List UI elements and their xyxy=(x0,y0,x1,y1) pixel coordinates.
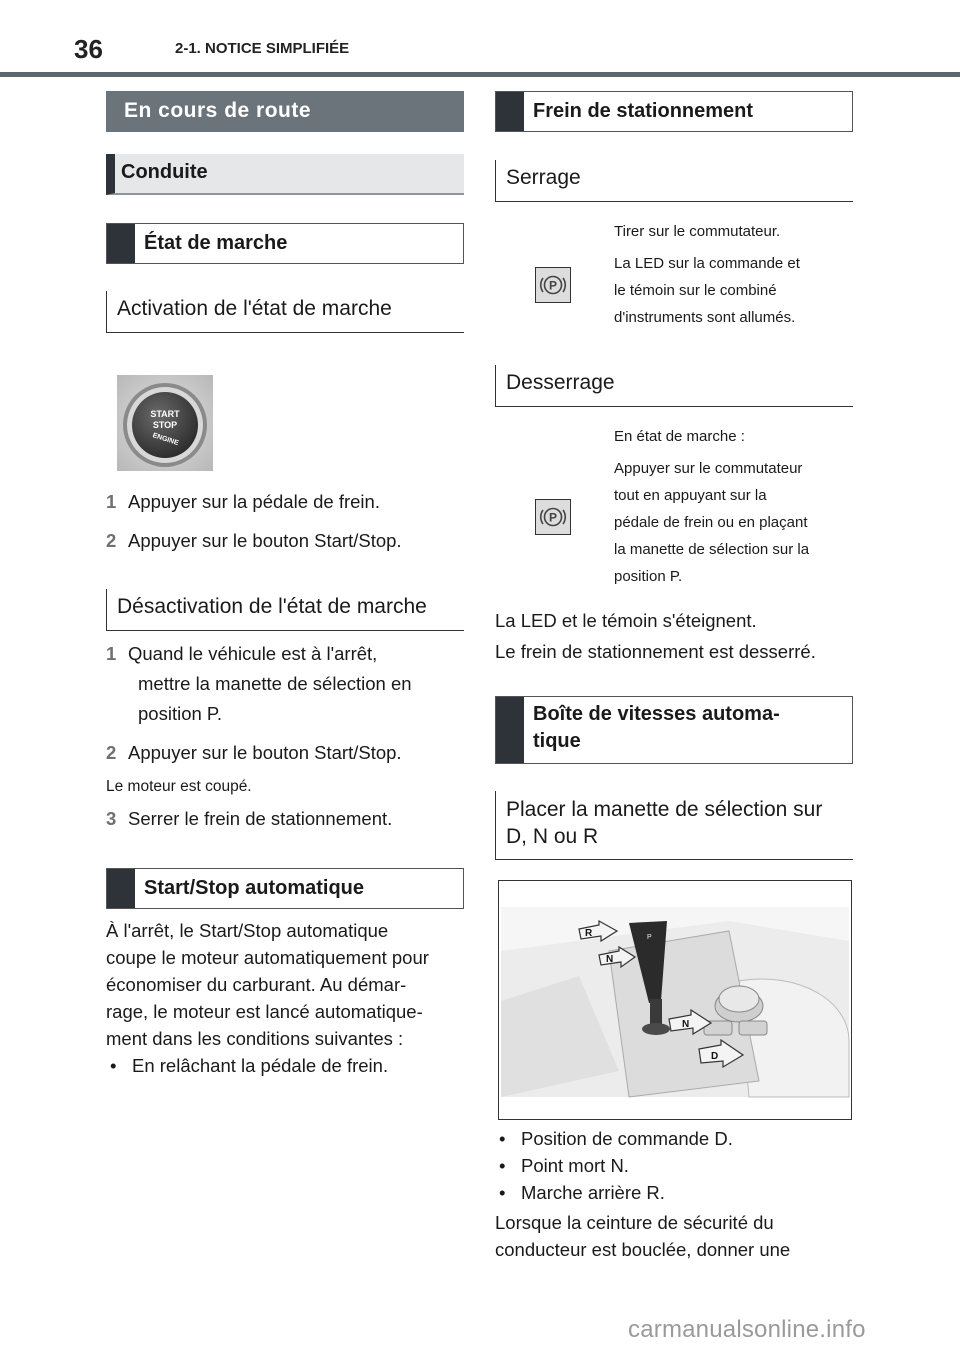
desactivation-step-2: 2 Appuyer sur le bouton Start/Stop. xyxy=(106,742,402,763)
start-stop-bullet: • En relâchant la pédale de frein. xyxy=(106,1052,466,1079)
start-stop-icon xyxy=(117,375,213,471)
svg-text:N: N xyxy=(682,1019,690,1030)
section-title: En cours de route xyxy=(106,91,464,132)
desactivation-step-1: 1 Quand le véhicule est à l'arrêt, mettre la manette de sélection en position P. xyxy=(106,643,412,724)
svg-text:STOP: STOP xyxy=(152,420,178,430)
parking-brake-release-icon xyxy=(535,499,571,535)
svg-text:N: N xyxy=(606,954,614,965)
subsection-desserrage: Desserrage xyxy=(495,365,853,407)
subsection-serrage: Serrage xyxy=(495,160,853,202)
page-number: 36 xyxy=(74,34,103,64)
topic-title: État de marche xyxy=(144,232,288,254)
start-stop-description: À l'arrêt, le Start/Stop automatique coupe le moteur automatiquement pour économiser du carburant. Au démar- rage, le moteur est lancé automatique- ment dans les conditions suivantes : • En relâchant la pédale de frein. xyxy=(106,917,466,1079)
list-item: • Marche arrière R. xyxy=(495,1179,733,1206)
right-topic-title: Frein de stationnement xyxy=(533,100,754,122)
topic-start-stop-auto xyxy=(106,868,464,909)
watermark: carmanualsonline.info xyxy=(628,1316,866,1343)
parking-brake-icon xyxy=(535,267,571,303)
svg-text:ENGINE: ENGINE xyxy=(151,432,180,448)
svg-text:R: R xyxy=(585,928,593,939)
desserrage-text: En état de marche : Appuyer sur le commutateur tout en appuyant sur la pédale de frein ou en plaçant la manette de sélection sur la position P. xyxy=(614,428,810,585)
subsection-desactivation: Désactivation de l'état de marche xyxy=(106,589,464,631)
gear-positions-list xyxy=(495,1125,733,1206)
start-stop-button-image xyxy=(117,375,213,471)
activation-step-1: 1 Appuyer sur la pédale de frein. xyxy=(106,491,380,512)
svg-text:P: P xyxy=(647,934,652,941)
group-title: Conduite xyxy=(106,154,464,195)
desactivation-step-3: 3 Serrer le frein de stationnement. xyxy=(106,808,393,829)
desactivation-note: Le moteur est coupé. xyxy=(106,778,252,795)
svg-text:P: P xyxy=(548,278,558,293)
svg-text:START: START xyxy=(150,409,180,419)
list-item: • Point mort N. xyxy=(495,1152,733,1179)
subsection-activation: Activation de l'état de marche xyxy=(106,291,464,333)
subsection-placer-manette: Placer la manette de sélection sur D, N ou R xyxy=(495,791,853,860)
topic2-title: Start/Stop automatique xyxy=(144,877,365,899)
desserrage-result: La LED et le témoin s'éteignent. Le frein de stationnement est desserré. xyxy=(495,610,816,662)
topic-boite-title: Boîte de vitesses automa- tique xyxy=(533,703,780,752)
topic-boite-vitesses xyxy=(495,696,853,764)
topic-frein-stationnement xyxy=(495,91,853,132)
activation-step-2: 2 Appuyer sur le bouton Start/Stop. xyxy=(106,530,402,551)
svg-text:P: P xyxy=(548,510,558,525)
serrage-text: Tirer sur le commutateur. La LED sur la commande et le témoin sur le combiné d'instruments sont allumés. xyxy=(614,223,800,326)
topic-etat-de-marche xyxy=(106,223,464,264)
gear-selector-illustration xyxy=(498,880,852,1120)
seatbelt-paragraph: Lorsque la ceinture de sécurité du conducteur est bouclée, donner une xyxy=(495,1212,791,1260)
list-item: • Position de commande D. xyxy=(495,1125,733,1152)
header-rule xyxy=(0,72,960,77)
svg-text:D: D xyxy=(711,1051,719,1062)
chapter-title: 2-1. NOTICE SIMPLIFIÉE xyxy=(175,40,350,57)
